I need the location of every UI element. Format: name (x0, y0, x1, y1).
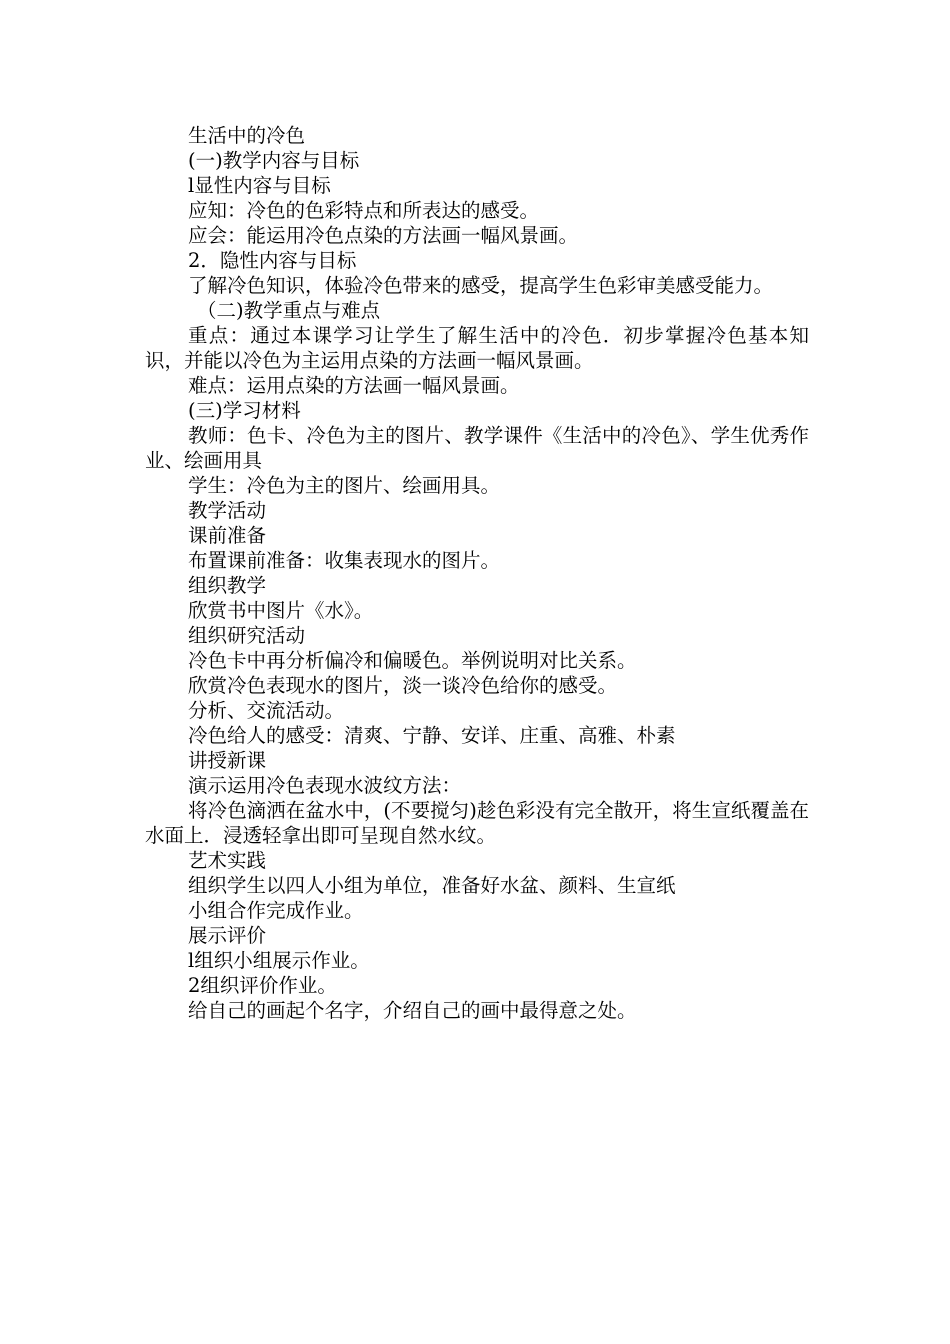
section-heading: （二)教学重点与难点 (197, 299, 381, 322)
paragraph: 冷色卡中再分析偏冷和偏暖色。举例说明对比关系。 (188, 649, 637, 672)
paragraph: 欣赏冷色表现水的图片，淡一谈冷色给你的感受。 (188, 674, 618, 697)
section-heading: 教学活动 (188, 499, 267, 522)
paragraph: 应会：能运用冷色点染的方法画一幅风景画。 (188, 224, 579, 247)
paragraph: 欣赏书中图片《水》。 (188, 599, 374, 622)
paragraph: 小组合作完成作业。 (188, 899, 364, 922)
subsection-heading: 组织研究活动 (188, 624, 306, 647)
paragraph: 布置课前准备：收集表现水的图片。 (188, 549, 501, 572)
paragraph: 将冷色滴洒在盆水中，(不要搅匀)趁色彩没有完全散开，将生宣纸覆盖在水面上．浸透轻拿出即可呈现自然水纹。 (145, 799, 809, 847)
paragraph: 重点：通过本课学习让学生了解生活中的冷色．初步掌握冷色基本知识，并能以冷色为主运用点染的方法画一幅风景画。 (145, 324, 809, 372)
section-heading: (一)教学内容与目标 (188, 149, 360, 172)
paragraph: 冷色给人的感受：清爽、宁静、安详、庄重、高雅、朴素 (188, 724, 676, 747)
paragraph: 应知：冷色的色彩特点和所表达的感受。 (188, 199, 540, 222)
subsection-heading: 课前准备 (188, 524, 267, 547)
subsection-heading: 2．隐性内容与目标 (188, 249, 357, 272)
document-body (145, 123, 809, 1023)
lesson-title: 生活中的冷色 (188, 124, 306, 147)
paragraph: 组织学生以四人小组为单位，准备好水盆、颜料、生宣纸 (188, 874, 676, 897)
subsection-heading: 展示评价 (188, 924, 267, 947)
paragraph: l组织小组展示作业。 (188, 949, 370, 972)
subsection-heading: 艺术实践 (188, 849, 267, 872)
paragraph: 分析、交流活动。 (188, 699, 345, 722)
section-heading: (三)学习材料 (188, 399, 301, 422)
paragraph: 教师：色卡、冷色为主的图片、教学课件《生活中的冷色》、学生优秀作业、绘画用具 (145, 424, 809, 472)
subsection-heading: 讲授新课 (188, 749, 267, 772)
subsection-heading: l显性内容与目标 (188, 174, 331, 197)
paragraph: 了解冷色知识，体验冷色带来的感受，提高学生色彩审美感受能力。 (188, 274, 774, 297)
paragraph: 学生：冷色为主的图片、绘画用具。 (188, 474, 501, 497)
paragraph: 难点：运用点染的方法画一幅风景画。 (188, 374, 520, 397)
paragraph: 给自己的画起个名字，介绍自己的画中最得意之处。 (188, 999, 637, 1022)
paragraph: 演示运用冷色表现水波纹方法： (188, 774, 462, 797)
subsection-heading: 组织教学 (188, 574, 267, 597)
paragraph: 2组织评价作业。 (188, 974, 337, 997)
